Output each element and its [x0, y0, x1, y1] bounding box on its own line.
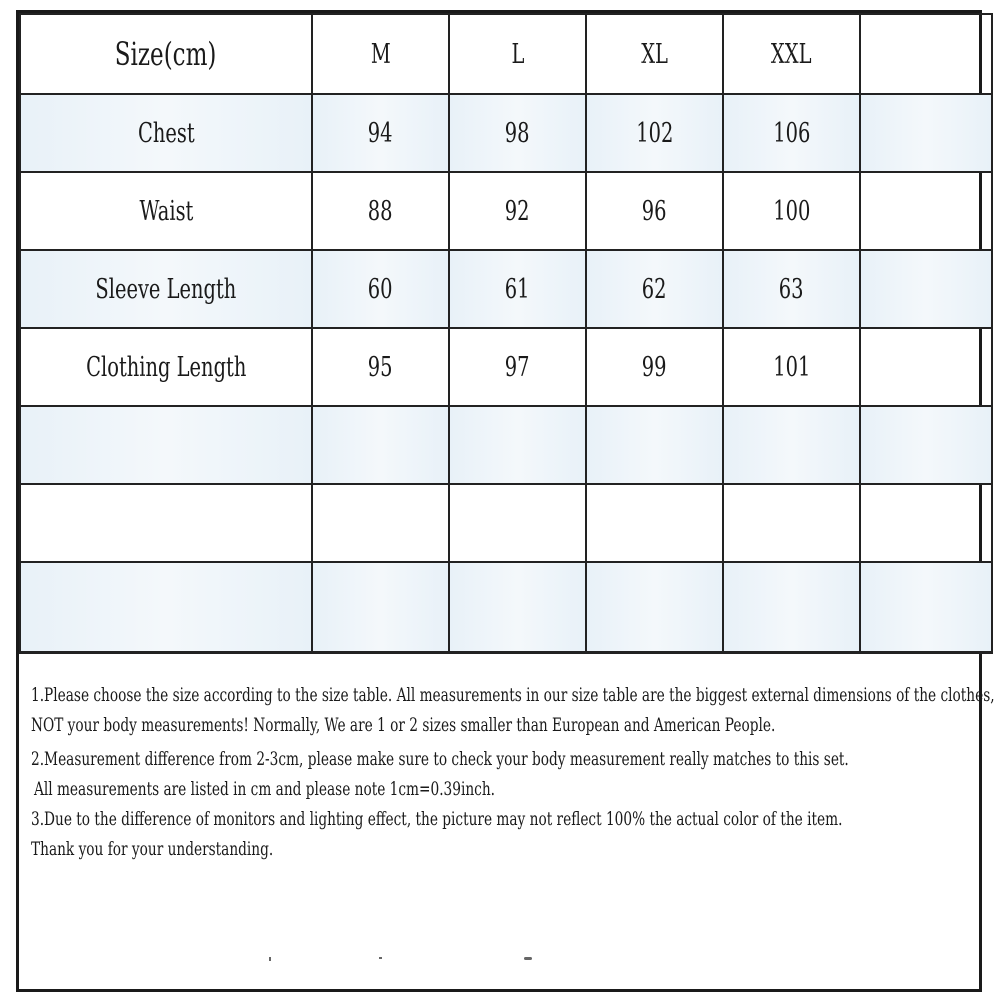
size-notes [31, 681, 995, 865]
table-cell [20, 562, 312, 653]
table-row [20, 328, 992, 406]
size-chart-frame [16, 10, 995, 992]
table-cell: 88 [312, 172, 449, 250]
table-cell [20, 484, 312, 562]
table-cell [860, 250, 992, 328]
header-cell: XXL [723, 14, 860, 94]
table-cell [449, 406, 586, 484]
note-line: 1.Please choose the size according to the size table. All measurements in our size table are the biggest external dimensions of the clothes, [31, 685, 995, 706]
table-cell [723, 406, 860, 484]
note-line: 2.Measurement difference from 2-3cm, please make sure to check your body measurement really matches to this set. [31, 749, 849, 770]
note-line: 3.Due to the difference of monitors and lighting effect, the picture may not reflect 100% the actual color of the item. [31, 809, 843, 830]
table-cell: 63 [723, 250, 860, 328]
row-label: Sleeve Length [20, 250, 312, 328]
note-line: Thank you for your understanding. [31, 839, 274, 860]
table-cell [723, 562, 860, 653]
table-cell: 92 [449, 172, 586, 250]
table-cell: 101 [723, 328, 860, 406]
table-cell [586, 406, 723, 484]
table-cell [449, 562, 586, 653]
table-row [20, 562, 992, 653]
table-cell [860, 562, 992, 653]
table-cell: 97 [449, 328, 586, 406]
row-label: Chest [20, 94, 312, 172]
table-cell [312, 406, 449, 484]
table-row [20, 172, 992, 250]
table-row [20, 484, 992, 562]
stray-mark [524, 957, 532, 960]
table-cell: 102 [586, 94, 723, 172]
header-cell: M [312, 14, 449, 94]
stray-mark [379, 957, 382, 959]
table-cell: 106 [723, 94, 860, 172]
row-label: Clothing Length [20, 328, 312, 406]
table-cell: 99 [586, 328, 723, 406]
table-cell: 62 [586, 250, 723, 328]
table-cell: 100 [723, 172, 860, 250]
table-cell [860, 484, 992, 562]
table-cell [860, 406, 992, 484]
header-cell: Size(cm) [20, 14, 312, 94]
header-cell: L [449, 14, 586, 94]
table-cell [860, 94, 992, 172]
table-cell [312, 562, 449, 653]
note-line: NOT your body measurements! Normally, We are 1 or 2 sizes smaller than European and American People. [31, 715, 776, 736]
table-row [20, 250, 992, 328]
table-cell: 95 [312, 328, 449, 406]
stray-mark [269, 957, 271, 961]
note-line: All measurements are listed in cm and please note 1cm=0.39inch. [33, 779, 496, 800]
table-cell [20, 406, 312, 484]
table-cell: 60 [312, 250, 449, 328]
table-row [20, 94, 992, 172]
table-row [20, 406, 992, 484]
table-cell [860, 172, 992, 250]
table-cell: 94 [312, 94, 449, 172]
row-label: Waist [20, 172, 312, 250]
table-header-row [20, 14, 992, 94]
header-cell [860, 14, 992, 94]
table-cell: 98 [449, 94, 586, 172]
table-cell: 96 [586, 172, 723, 250]
table-cell [586, 562, 723, 653]
table-cell: 61 [449, 250, 586, 328]
size-table [19, 13, 993, 654]
table-cell [723, 484, 860, 562]
table-cell [586, 484, 723, 562]
table-cell [312, 484, 449, 562]
header-cell: XL [586, 14, 723, 94]
table-cell [860, 328, 992, 406]
table-cell [449, 484, 586, 562]
